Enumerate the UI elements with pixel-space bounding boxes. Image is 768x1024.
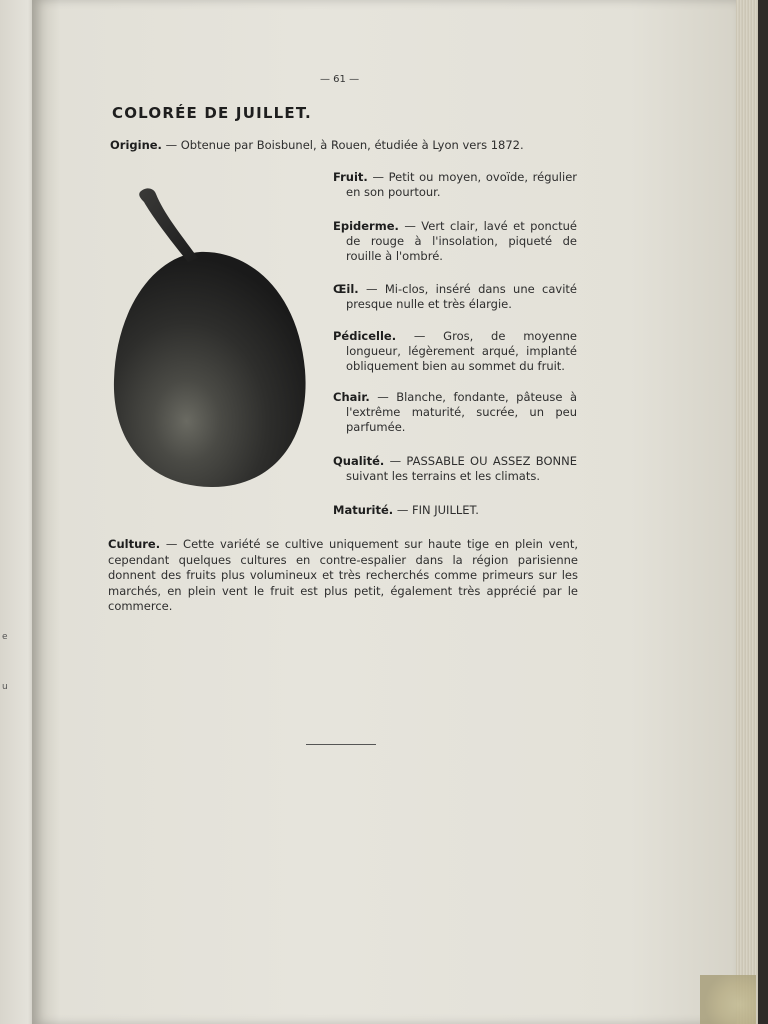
- description-pedicelle: [333, 329, 577, 374]
- pedicelle-label: Pédicelle.: [333, 329, 397, 343]
- left-page-fragment: u: [2, 682, 8, 692]
- corner-artifact: [700, 975, 756, 1024]
- left-page-fragment: e: [2, 632, 8, 642]
- maturite-text: — FIN JUILLET.: [393, 503, 479, 517]
- epiderme-label: Epiderme.: [333, 219, 399, 233]
- description-oeil: [333, 282, 577, 312]
- chair-label: Chair.: [333, 390, 370, 404]
- oeil-label: Œil.: [333, 282, 359, 296]
- origin-label: Origine.: [110, 138, 162, 152]
- variety-title: COLORÉE DE JUILLET.: [112, 104, 312, 122]
- description-epiderme: [333, 219, 577, 264]
- pear-illustration: [108, 180, 313, 495]
- oeil-text: — Mi-clos, inséré dans une cavité presque nulle et très élargie.: [346, 282, 577, 311]
- pear-body: [114, 252, 306, 487]
- origin-text: — Obtenue par Boisbunel, à Rouen, étudiée à Lyon vers 1872.: [161, 138, 524, 152]
- culture-label: Culture.: [108, 537, 161, 551]
- origin-paragraph: [110, 138, 524, 152]
- description-qualite: [333, 454, 577, 484]
- culture-paragraph: [108, 537, 578, 615]
- closing-rule: [306, 744, 376, 745]
- fruit-label: Fruit.: [333, 170, 368, 184]
- pear-stem: [139, 188, 198, 262]
- fruit-text: — Petit ou moyen, ovoïde, régulier en son pourtour.: [346, 170, 577, 199]
- description-chair: [333, 390, 577, 435]
- page-number: — 61 —: [320, 74, 360, 85]
- description-fruit: [333, 170, 577, 200]
- chair-text: — Blanche, fondante, pâteuse à l'extrême maturité, sucrée, un peu parfumée.: [346, 390, 577, 434]
- maturite-label: Maturité.: [333, 503, 394, 517]
- epiderme-text: — Vert clair, lavé et ponctué de rouge à l'insolation, piqueté de rouille à l'ombré.: [346, 219, 577, 263]
- qualite-label: Qualité.: [333, 454, 385, 468]
- qualite-text: — PASSABLE OU ASSEZ BONNE suivant les terrains et les climats.: [346, 454, 577, 483]
- pedicelle-text: — Gros, de moyenne longueur, légèrement arqué, implanté obliquement bien au sommet du fruit.: [346, 329, 577, 373]
- culture-text: — Cette variété se cultive uniquement sur haute tige en plein vent, cependant quelques cultures en contre-espalier dans la région parisienne donnent des fruits plus volumineux et très recherchés comme primeurs sur les marchés, en plein vent le fruit est plus petit, également très apprécié par le commerce.: [108, 537, 578, 613]
- description-maturite: [333, 503, 577, 518]
